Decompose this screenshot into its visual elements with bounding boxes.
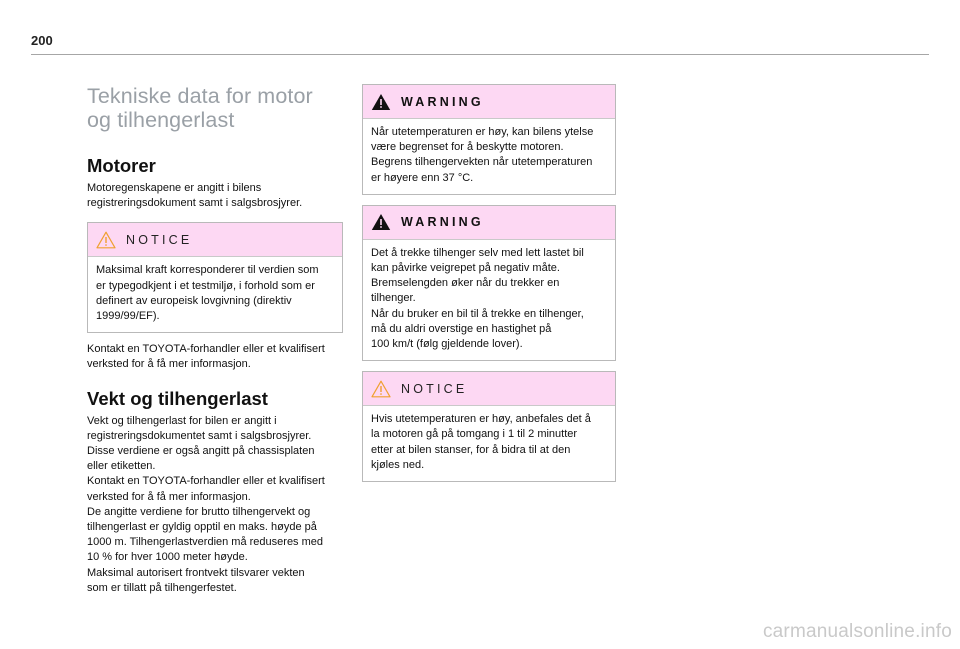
warning-callout-text: Når utetemperaturen er høy, kan bilens ytelse være begrenset for å beskytte motoren. Begrens tilhengervekten når utetemperaturen er høyere enn 37 °C. <box>371 126 594 184</box>
notice-label: NOTICE <box>401 381 468 396</box>
footer-watermark: carmanualsonline.info <box>762 621 952 642</box>
motorer-text: Motoregenskapene er angitt i bilens registreringsdokument samt i salgsbrosjyrer. <box>87 182 303 210</box>
page-number: 200 <box>31 33 53 48</box>
notice-callout-header <box>88 223 342 257</box>
left-column <box>87 84 343 596</box>
notice-callout-1 <box>87 222 343 333</box>
heading-motorer: Motorer <box>87 155 156 176</box>
warning-callout-2 <box>362 205 616 361</box>
notice-triangle-icon <box>371 380 391 398</box>
notice-callout-header <box>363 372 615 406</box>
warning-label: WARNING <box>401 94 484 109</box>
header-divider <box>31 54 929 55</box>
warning-label: WARNING <box>401 215 484 230</box>
contact-text: Kontakt en TOYOTA-forhandler eller et kvalifisert verksted for å få mer informasjon. <box>87 343 325 371</box>
warning-callout-header <box>363 206 615 240</box>
warning-triangle-icon <box>371 93 391 111</box>
warning-callout-header <box>363 85 615 119</box>
section-title: Tekniske data for motor og tilhengerlast <box>87 84 313 132</box>
warning-triangle-icon <box>371 213 391 231</box>
notice-callout-text: Maksimal kraft korresponderer til verdien som er typegodkjent i et testmiljø, i forhold som er definert av europeisk lovgivning (direktiv 1999/99/EF). <box>96 264 319 323</box>
vekt-text: Vekt og tilhengerlast for bilen er angitt i registreringsdokumentet samt i salgsbrosjyrer. Disse verdiene er også angitt på chassisplaten eller etiketten. Kontakt en TOYOTA-forhandler eller et kvalifisert verksted for å få mer informasjon. De angitte verdiene for brutto tilhengervekt og tilhengerlast er gyldig opptil en maks. høyde på 1000 m. Tilhengerlastverdien må reduseres med 10 % for hver 1000 meter høyde. Maksimal autorisert frontvekt tilsvarer vekten som er tillatt på tilhengerfestet. <box>87 414 325 594</box>
warning-callout-1 <box>362 84 616 195</box>
right-column <box>362 84 616 482</box>
notice-callout-text: Hvis utetemperaturen er høy, anbefales det å la motoren gå på tomgang i 1 til 2 minutter etter at bilen stanser, for å bidra til at den kjøles ned. <box>371 413 591 471</box>
notice-triangle-icon <box>96 231 116 249</box>
warning-callout-text: Det å trekke tilhenger selv med lett lastet bil kan påvirke veigrepet på negativ måte. Bremselengden øker når du trekker en tilhenger. Når du bruker en bil til å trekke en tilhenger, må du aldri overstige en hastighet på 100 km/t (følg gjeldende lover). <box>371 246 584 351</box>
heading-vekt: Vekt og tilhengerlast <box>87 387 268 409</box>
notice-callout-2 <box>362 371 616 482</box>
notice-label: NOTICE <box>126 232 193 247</box>
